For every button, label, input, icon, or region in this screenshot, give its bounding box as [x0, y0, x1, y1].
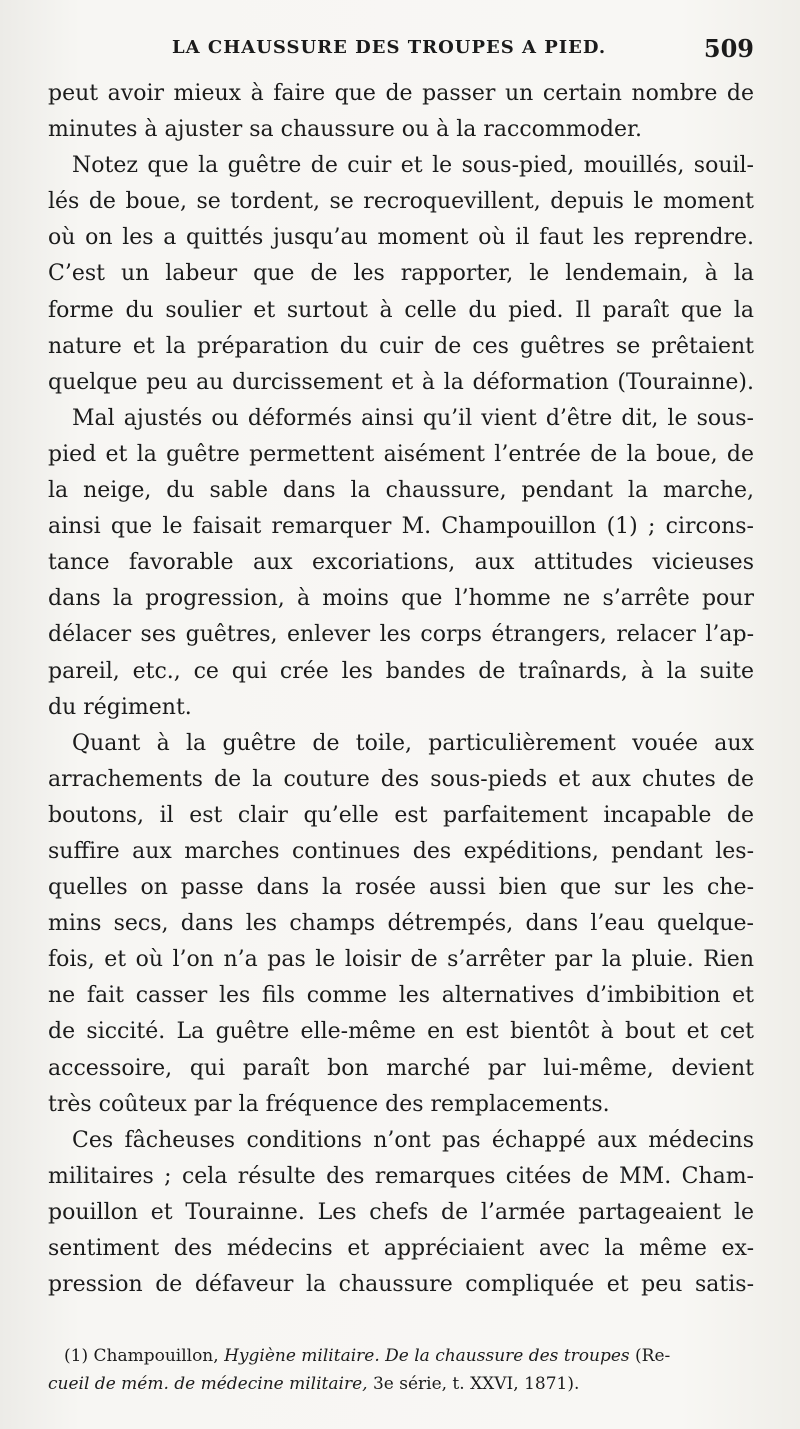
text-line: du régiment. — [48, 694, 192, 720]
text-line: mins secs, dans les champs détrempés, dans l’eau quelque- — [48, 911, 754, 937]
text-line: pareil, etc., ce qui crée les bandes de traînards, à la suite — [48, 658, 754, 684]
text-line: Mal ajustés ou déformés ainsi qu’il vient d’être dit, le sous- — [72, 405, 754, 431]
text-line: peut avoir mieux à faire que de passer un certain nombre de — [48, 81, 754, 106]
text-line: Quant à la guêtre de toile, particulièrement vouée aux — [72, 730, 754, 756]
text-line: minutes à ajuster sa chaussure ou à la raccommoder. — [48, 117, 643, 143]
text-line: fois, et où l’on n’a pas le loisir de s’arrêter par la pluie. Rien — [48, 947, 754, 973]
text-line: Ces fâcheuses conditions n’ont pas échappé aux médecins — [72, 1127, 754, 1153]
running-head: LA CHAUSSURE DES TROUPES A PIED. — [172, 37, 607, 58]
footnote-line — [48, 1370, 754, 1398]
text-line: pression de défaveur la chaussure compliquée et peu satis- — [48, 1272, 754, 1298]
page-number: 509 — [703, 34, 754, 63]
text-line: sentiment des médecins et appréciaient avec la même ex- — [48, 1236, 754, 1261]
body-text — [48, 76, 754, 1303]
text-line: ne fait casser les fils comme les alternatives d’imbibition et — [48, 983, 754, 1009]
footnote-series: 3e série, t. XXVI, 1871). — [372, 1374, 580, 1394]
text-line: de siccité. La guêtre elle-même en est bientôt à bout et cet — [48, 1019, 754, 1045]
text-line: militaires ; cela résulte des remarques citées de MM. Cham- — [48, 1163, 754, 1189]
footnote-marker: (1) Champouillon, — [64, 1346, 219, 1366]
text-line: où on les a quittés jusqu’au moment où il faut les reprendre. — [48, 225, 754, 251]
text-line: pouillon et Tourainne. Les chefs de l’armée partageaient le — [48, 1199, 754, 1225]
footnote-paren: (Re- — [635, 1346, 671, 1366]
text-line: quelque peu au durcissement et à la déformation (Tourainne). — [48, 369, 754, 395]
text-line: tance favorable aux excoriations, aux attitudes vicieuses — [48, 550, 754, 576]
page-header — [48, 34, 760, 68]
footnote — [48, 1342, 754, 1398]
text-line: ainsi que le faisait remarquer M. Champouillon (1) ; circons- — [48, 514, 754, 540]
text-line: arrachements de la couture des sous-pieds et aux chutes de — [48, 766, 754, 792]
footnote-collection: cueil de mém. de médecine militaire, — [48, 1374, 368, 1394]
text-line: pied et la guêtre permettent aisément l’entrée de la boue, de — [48, 441, 754, 467]
footnote-work-title: Hygiène militaire. De la chaussure des troupes — [224, 1346, 630, 1366]
text-line: C’est un labeur que de les rapporter, le lendemain, à la — [48, 261, 754, 287]
text-line: suffire aux marches continues des expéditions, pendant les- — [48, 838, 754, 864]
text-line: accessoire, qui paraît bon marché par lui-même, devient — [48, 1055, 754, 1081]
text-line: dans la progression, à moins que l’homme ne s’arrête pour — [48, 586, 754, 612]
text-line: très coûteux par la fréquence des remplacements. — [48, 1091, 610, 1117]
text-line: lés de boue, se tordent, se recroquevillent, depuis le moment — [48, 189, 754, 215]
footnote-line — [48, 1342, 754, 1370]
text-line: la neige, du sable dans la chaussure, pendant la marche, — [48, 478, 754, 504]
text-line: Notez que la guêtre de cuir et le sous-pied, mouillés, souil- — [72, 153, 754, 179]
text-line: boutons, il est clair qu’elle est parfaitement incapable de — [48, 802, 754, 828]
text-line: quelles on passe dans la rosée aussi bien que sur les che- — [48, 875, 754, 901]
text-line: nature et la préparation du cuir de ces guêtres se prêtaient — [48, 333, 754, 359]
text-line: forme du soulier et surtout à celle du pied. Il paraît que la — [48, 297, 754, 323]
text-line: délacer ses guêtres, enlever les corps étrangers, relacer l’ap- — [48, 622, 754, 648]
